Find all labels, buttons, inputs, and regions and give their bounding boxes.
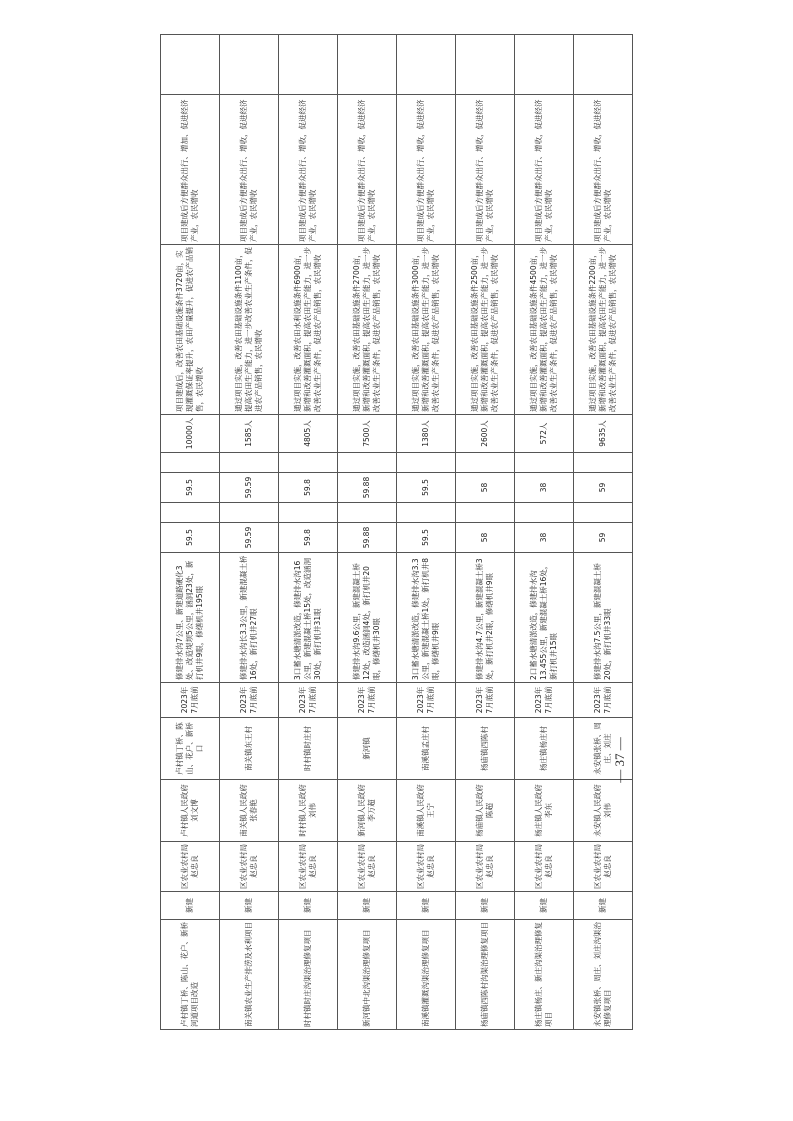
cell-type: 新建 (161, 892, 220, 920)
cell-f3 (397, 453, 456, 473)
cell-mech: 通过项目实施，改善农田水利设施条件6900亩，新增和改善灌溉面积，提高农田生产能力，进一步改善农业生产条件，促进农产品销售，农民增收 (279, 245, 338, 415)
cell-content: 修建排水沟长3.3公里，新建混凝土桥16处，新打机井27眼 (220, 553, 279, 683)
cell-dept: 区农业农村局 赵忠良 (220, 842, 279, 892)
cell-f3 (574, 453, 633, 473)
cell-benefit: 项目建成后方便群众出行、增收，促进经济产业，农民增收 (338, 95, 397, 245)
table-row (220, 35, 279, 1030)
cell-f2: 59.5 (397, 473, 456, 503)
cell-benefit: 项目建成后方便群众出行、增收，促进经济产业，农民增收 (397, 95, 456, 245)
cell-content: 修建排水沟9.6公里，新建混凝土桥12处，改造涵洞4处，新打机井20眼，修缮机井30眼 (338, 553, 397, 683)
cell-mech: 通过项目实施，改善农田基础设施条件4500亩，新增和改善灌溉面积，提高农田生产能力，进一步改善农业生产条件，促进农产品销售，农民增收 (515, 245, 574, 415)
cell-content: 3口蓄水塘清淤改造，修建排水沟16公里，新建混凝土桥15处，改造涵洞30处，新打机井31眼 (279, 553, 338, 683)
cell-f3 (338, 453, 397, 473)
cell-f3 (220, 453, 279, 473)
cell-total: 59 (574, 523, 633, 553)
cell-remark (515, 35, 574, 95)
cell-owner: 卢村镇人民政府 刘文博 (161, 780, 220, 842)
cell-owner: 南关镇人民政府 张春艳 (220, 780, 279, 842)
table-row (279, 35, 338, 1030)
cell-remark (220, 35, 279, 95)
cell-f2: 58 (456, 473, 515, 503)
cell-owner: 时村镇人民政府 刘伟 (279, 780, 338, 842)
table-row (515, 35, 574, 1030)
cell-f3 (161, 453, 220, 473)
cell-type: 新建 (456, 892, 515, 920)
cell-mech: 通过项目实施，改善农田基础设施条件2700亩，新增和改善灌溉面积，提高农田生产能力，进一步改善农业生产条件，促进农产品销售，农民增收 (338, 245, 397, 415)
cell-f3 (279, 453, 338, 473)
cell-total: 59.88 (338, 523, 397, 553)
cell-location: 南关镇东王村 (220, 718, 279, 780)
cell-name: 新河镇中北沟渠治理修复项目 (338, 920, 397, 1030)
cell-dept: 区农业农村局 赵忠良 (397, 842, 456, 892)
cell-location: 卢村镇丁桥、陈山、花户、新桥口 (161, 718, 220, 780)
cell-f2: 59.88 (338, 473, 397, 503)
cell-name: 南关镇农业生产排涝及水利项目 (220, 920, 279, 1030)
cell-name: 杨庙镇西陈村沟渠治理修复项目 (456, 920, 515, 1030)
cell-content: 2口蓄水塘清淤改造，修建排水沟13.455公里，新建混凝土桥16处，新打机井15眼 (515, 553, 574, 683)
cell-f1 (456, 503, 515, 523)
cell-dept: 区农业农村局 赵忠良 (279, 842, 338, 892)
cell-f1 (574, 503, 633, 523)
project-table (160, 34, 633, 1030)
cell-benefit: 项目建成后方便群众出行、增收，促进经济产业，农民增收 (574, 95, 633, 245)
cell-f1 (397, 503, 456, 523)
cell-mech: 通过项目实施，改善农田基础设施条件2200亩，新增和改善灌溉面积，提高农田生产能力，进一步改善农业生产条件，促进农产品销售，农民增收 (574, 245, 633, 415)
cell-f1 (161, 503, 220, 523)
cell-people: 1585人 (220, 415, 279, 453)
cell-content: 修建排水沟7公里、新建道路硬化3处、改造堤坝5公里，涵洞23处，新打机井9眼，修缮机井195眼 (161, 553, 220, 683)
cell-type: 新建 (220, 892, 279, 920)
cell-period: 2023年7月底前 (456, 683, 515, 718)
cell-type: 新建 (338, 892, 397, 920)
cell-people: 9635人 (574, 415, 633, 453)
cell-f3 (515, 453, 574, 473)
cell-mech: 项目建成后，改善农田基础设施条件3720亩，实现灌溉保证率提升，农田产量提升，促进农产品销售，农民增收 (161, 245, 220, 415)
cell-location: 新河镇 (338, 718, 397, 780)
cell-f1 (279, 503, 338, 523)
table-row (574, 35, 633, 1030)
cell-total: 38 (515, 523, 574, 553)
cell-type: 新建 (279, 892, 338, 920)
cell-owner: 杨庄镇人民政府 李东 (515, 780, 574, 842)
cell-type: 新建 (574, 892, 633, 920)
cell-remark (574, 35, 633, 95)
cell-f2: 59.8 (279, 473, 338, 503)
cell-location: 杨庄镇杨庄村 (515, 718, 574, 780)
cell-benefit: 项目建成后方便群众出行、增收，促进经济产业，农民增收 (220, 95, 279, 245)
cell-period: 2023年7月底前 (220, 683, 279, 718)
cell-location: 杨庙镇西陈村 (456, 718, 515, 780)
cell-location: 永安镇张桥、周庄、刘庄 (574, 718, 633, 780)
cell-f2: 59.59 (220, 473, 279, 503)
table-row (456, 35, 515, 1030)
cell-people: 10000人 (161, 415, 220, 453)
cell-people: 2600人 (456, 415, 515, 453)
cell-people: 7500人 (338, 415, 397, 453)
cell-dept: 区农业农村局 赵忠良 (515, 842, 574, 892)
cell-benefit: 项目建成后方便群众出行、增加、促进经济产业，农民增收 (161, 95, 220, 245)
cell-f1 (515, 503, 574, 523)
cell-location: 时村镇时庄村 (279, 718, 338, 780)
cell-name: 时村镇时庄沟渠治理修复项目 (279, 920, 338, 1030)
cell-owner: 杨庙镇人民政府 陈超 (456, 780, 515, 842)
cell-name: 卢村镇丁桥、陈山、花户、新桥河道项目改造 (161, 920, 220, 1030)
cell-type: 新建 (515, 892, 574, 920)
cell-f2: 38 (515, 473, 574, 503)
page-number: — 37 — (612, 737, 627, 783)
cell-owner: 南溪镇人民政府 王宁 (397, 780, 456, 842)
cell-mech: 通过项目实施，改善农田基础设施条件3000亩，新增和改善灌溉面积，提高农田生产能力，进一步改善农业生产条件，促进农产品销售，农民增收 (397, 245, 456, 415)
cell-benefit: 项目建成后方便群众出行、增收，促进经济产业，农民增收 (515, 95, 574, 245)
cell-location: 南溪镇孟庄村 (397, 718, 456, 780)
cell-owner: 新河镇人民政府 李万超 (338, 780, 397, 842)
cell-people: 4805人 (279, 415, 338, 453)
cell-people: 1380人 (397, 415, 456, 453)
cell-type: 新建 (397, 892, 456, 920)
cell-benefit: 项目建成后方便群众出行、增收，促进经济产业，农民增收 (279, 95, 338, 245)
cell-f2: 59 (574, 473, 633, 503)
cell-total: 59.5 (161, 523, 220, 553)
cell-dept: 区农业农村局 赵忠良 (338, 842, 397, 892)
cell-remark (397, 35, 456, 95)
cell-period: 2023年7月底前 (338, 683, 397, 718)
cell-content: 修建排水沟4.7公里，新建混凝土桥3处，新打机井2眼，修缮机井9眼 (456, 553, 515, 683)
cell-f3 (456, 453, 515, 473)
cell-remark (338, 35, 397, 95)
table-row (338, 35, 397, 1030)
cell-mech: 通过项目实施，改善农田基础设施条件2500亩，新增和改善灌溉面积，提高农田生产能力，进一步改善农业生产条件，促进农产品销售，农民增收 (456, 245, 515, 415)
cell-period: 2023年7月底前 (161, 683, 220, 718)
table-row (397, 35, 456, 1030)
cell-name: 杨庄镇杨庄、新庄沟渠治理修复项目 (515, 920, 574, 1030)
cell-f1 (338, 503, 397, 523)
cell-dept: 区农业农村局 赵忠良 (161, 842, 220, 892)
cell-total: 59.5 (397, 523, 456, 553)
cell-total: 58 (456, 523, 515, 553)
cell-owner: 永安镇人民政府 刘伟 (574, 780, 633, 842)
cell-period: 2023年7月底前 (515, 683, 574, 718)
cell-f1 (220, 503, 279, 523)
cell-content: 3口蓄水塘清淤改造，修建排水沟3.3公里，新建混凝土桥1处，新打机井8眼，修缮机井9眼 (397, 553, 456, 683)
cell-total: 59.59 (220, 523, 279, 553)
cell-period: 2023年7月底前 (574, 683, 633, 718)
cell-remark (279, 35, 338, 95)
cell-remark (456, 35, 515, 95)
rotated-table-wrapper (160, 95, 633, 1030)
cell-dept: 区农业农村局 赵忠良 (456, 842, 515, 892)
table-row (161, 35, 220, 1030)
cell-dept: 区农业农村局 赵忠良 (574, 842, 633, 892)
table-body (161, 35, 633, 1030)
cell-period: 2023年7月底前 (279, 683, 338, 718)
cell-mech: 通过项目实施，改善农田基础设施条件1100亩，提高农田生产能力，进一步改善农业生产条件，促进农产品销售，农民增收 (220, 245, 279, 415)
cell-people: 572人 (515, 415, 574, 453)
cell-benefit: 项目建成后方便群众出行、增收，促进经济产业，农民增收 (456, 95, 515, 245)
cell-remark (161, 35, 220, 95)
cell-content: 修建排水沟7.5公里，新建混凝土桥20处，新打机井33眼 (574, 553, 633, 683)
cell-total: 59.8 (279, 523, 338, 553)
cell-name: 永安镇张桥、周庄、刘庄沟渠治理修复项目 (574, 920, 633, 1030)
cell-period: 2023年7月底前 (397, 683, 456, 718)
cell-name: 南溪镇灌溉沟渠治理修复项目 (397, 920, 456, 1030)
cell-f2: 59.5 (161, 473, 220, 503)
